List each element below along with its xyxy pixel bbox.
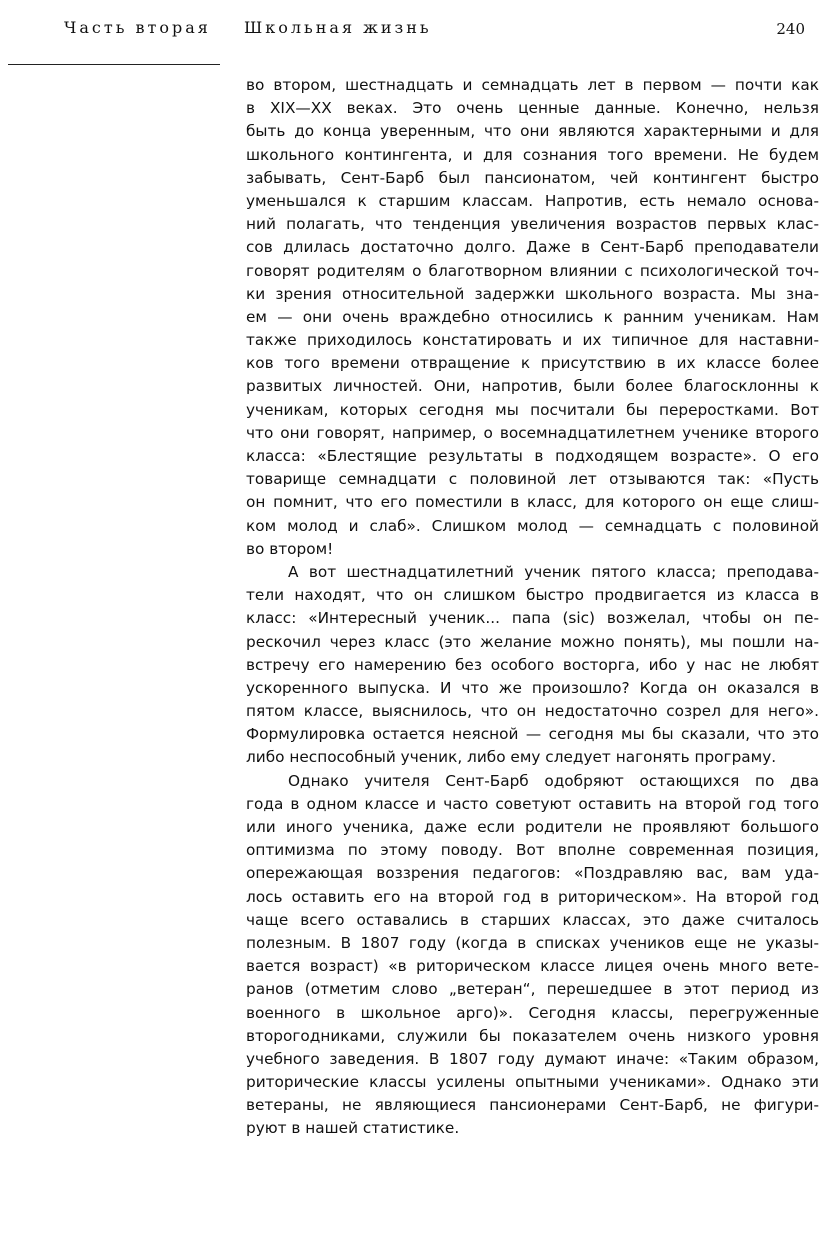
text-line: тели находят, что он слишком быстро продвигается из класса в: [246, 586, 819, 605]
text-line: пятом классе, выяснилось, что он недостаточно созрел для него».: [246, 702, 819, 721]
running-head-part: Часть вторая: [64, 18, 211, 37]
paragraph: [246, 770, 819, 1141]
text-line: забывать, Сент-Барб был пансионатом, чей контингент быстро: [246, 168, 819, 187]
header-rule: [8, 64, 220, 65]
text-line: лось оставить его на второй год в риторическом». На второй год: [246, 887, 819, 906]
text-line: года в одном классе и часто советуют оставить на второй год того: [246, 794, 819, 813]
page-number: 240: [776, 20, 805, 38]
text-line: ем — они очень враждебно относились к ранним ученикам. Нам: [246, 307, 819, 326]
text-line: ков того времени отвращение к присутствию в их классе более: [246, 354, 819, 373]
text-line: ранов (отметим слово „ветеран“, перешедшее в этот период из: [246, 980, 819, 999]
text-line: учебного заведения. В 1807 году думают иначе: «Таким образом,: [246, 1049, 819, 1068]
text-line: быть до конца уверенным, что они являются характерными и для: [246, 122, 819, 141]
text-line: во втором!: [246, 539, 334, 558]
text-line: ком молод и слаб». Слишком молод — семнадцать с половиной: [246, 516, 819, 535]
text-line: ветераны, не являющиеся пансионерами Сент-Барб, не фигури-: [246, 1096, 819, 1115]
text-line: он помнит, что его поместили в класс, для которого он еще слиш-: [246, 493, 819, 512]
text-line: ученикам, которых сегодня мы посчитали бы переростками. Вот: [246, 400, 819, 419]
text-line: товарище семнадцати с половиной лет отзываются так: «Пусть: [246, 470, 819, 489]
text-line: также приходилось констатировать и их типичное для наставни-: [246, 331, 819, 350]
text-line: риторические классы усилены опытными учениками». Однако эти: [246, 1073, 819, 1092]
paragraph: [246, 74, 819, 561]
text-line: чаще всего оставались в старших классах, это даже считалось: [246, 910, 819, 929]
text-line: в XIX—XX веках. Это очень ценные данные. Конечно, нельзя: [246, 99, 819, 118]
text-line: либо неспособный ученик, либо ему следует нагонять програму.: [246, 748, 777, 767]
text-line: второгодниками, служили бы показателем очень низкого уровня: [246, 1026, 819, 1045]
text-line: военного в школьное арго)». Сегодня классы, перегруженные: [246, 1003, 819, 1022]
text-line: школьного контингента, и для сознания того времени. Не будем: [246, 145, 819, 164]
text-line: Однако учителя Сент-Барб одобряют остающихся по два: [288, 771, 819, 790]
text-line: опережающая воззрения педагогов: «Поздравляю вас, вам уда-: [246, 864, 819, 883]
text-line: класса: «Блестящие результаты в подходящем возрасте». О его: [246, 447, 819, 465]
text-line: или иного ученика, даже если родители не проявляют большого: [246, 818, 819, 836]
text-line: рескочил через класс (это желание можно понять), мы пошли на-: [246, 632, 819, 651]
text-line: ний полагать, что тенденция увеличения возрастов первых клас-: [246, 215, 819, 234]
text-line: оптимизма по этому поводу. Вот вполне современная позиция,: [246, 841, 819, 860]
text-line: развитых личностей. Они, напротив, были более благосклонны к: [246, 377, 819, 396]
text-line: во втором, шестнадцать и семнадцать лет в первом — почти как: [246, 76, 819, 94]
text-line: Формулировка остается неясной — сегодня мы бы сказали, что это: [246, 725, 819, 744]
text-line: вается возраст) «в риторическом классе лицея очень много вете-: [246, 957, 819, 976]
text-line: сов длилась достаточно долго. Даже в Сент-Барб преподаватели: [246, 238, 819, 257]
paragraph: [246, 561, 819, 770]
text-line: ки зрения относительной задержки школьного возраста. Мы зна-: [246, 284, 819, 303]
text-line: полезным. В 1807 году (когда в списках учеников еще не указы-: [246, 933, 819, 952]
text-line: руют в нашей статистике.: [246, 1119, 460, 1138]
running-head-chapter: Школьная жизнь: [244, 18, 432, 37]
text-line: уменьшался к старшим классам. Напротив, есть немало основа-: [246, 191, 819, 210]
text-line: что они говорят, например, о восемнадцатилетнем ученике второго: [246, 423, 819, 442]
text-line: говорят родителям о благотворном влиянии с психологической точ-: [246, 261, 819, 280]
body-text: [246, 74, 819, 1141]
text-line: ускоренного выпуска. И что же произошло? Когда он оказался в: [246, 678, 819, 697]
running-header: [0, 18, 827, 48]
text-line: класс: «Интересный ученик... папа (sic) возжелал, чтобы он пе-: [246, 609, 819, 628]
text-line: встречу его намерению без особого восторга, ибо у нас не любят: [246, 655, 819, 674]
text-line: А вот шестнадцатилетний ученик пятого класса; преподава-: [288, 562, 819, 581]
